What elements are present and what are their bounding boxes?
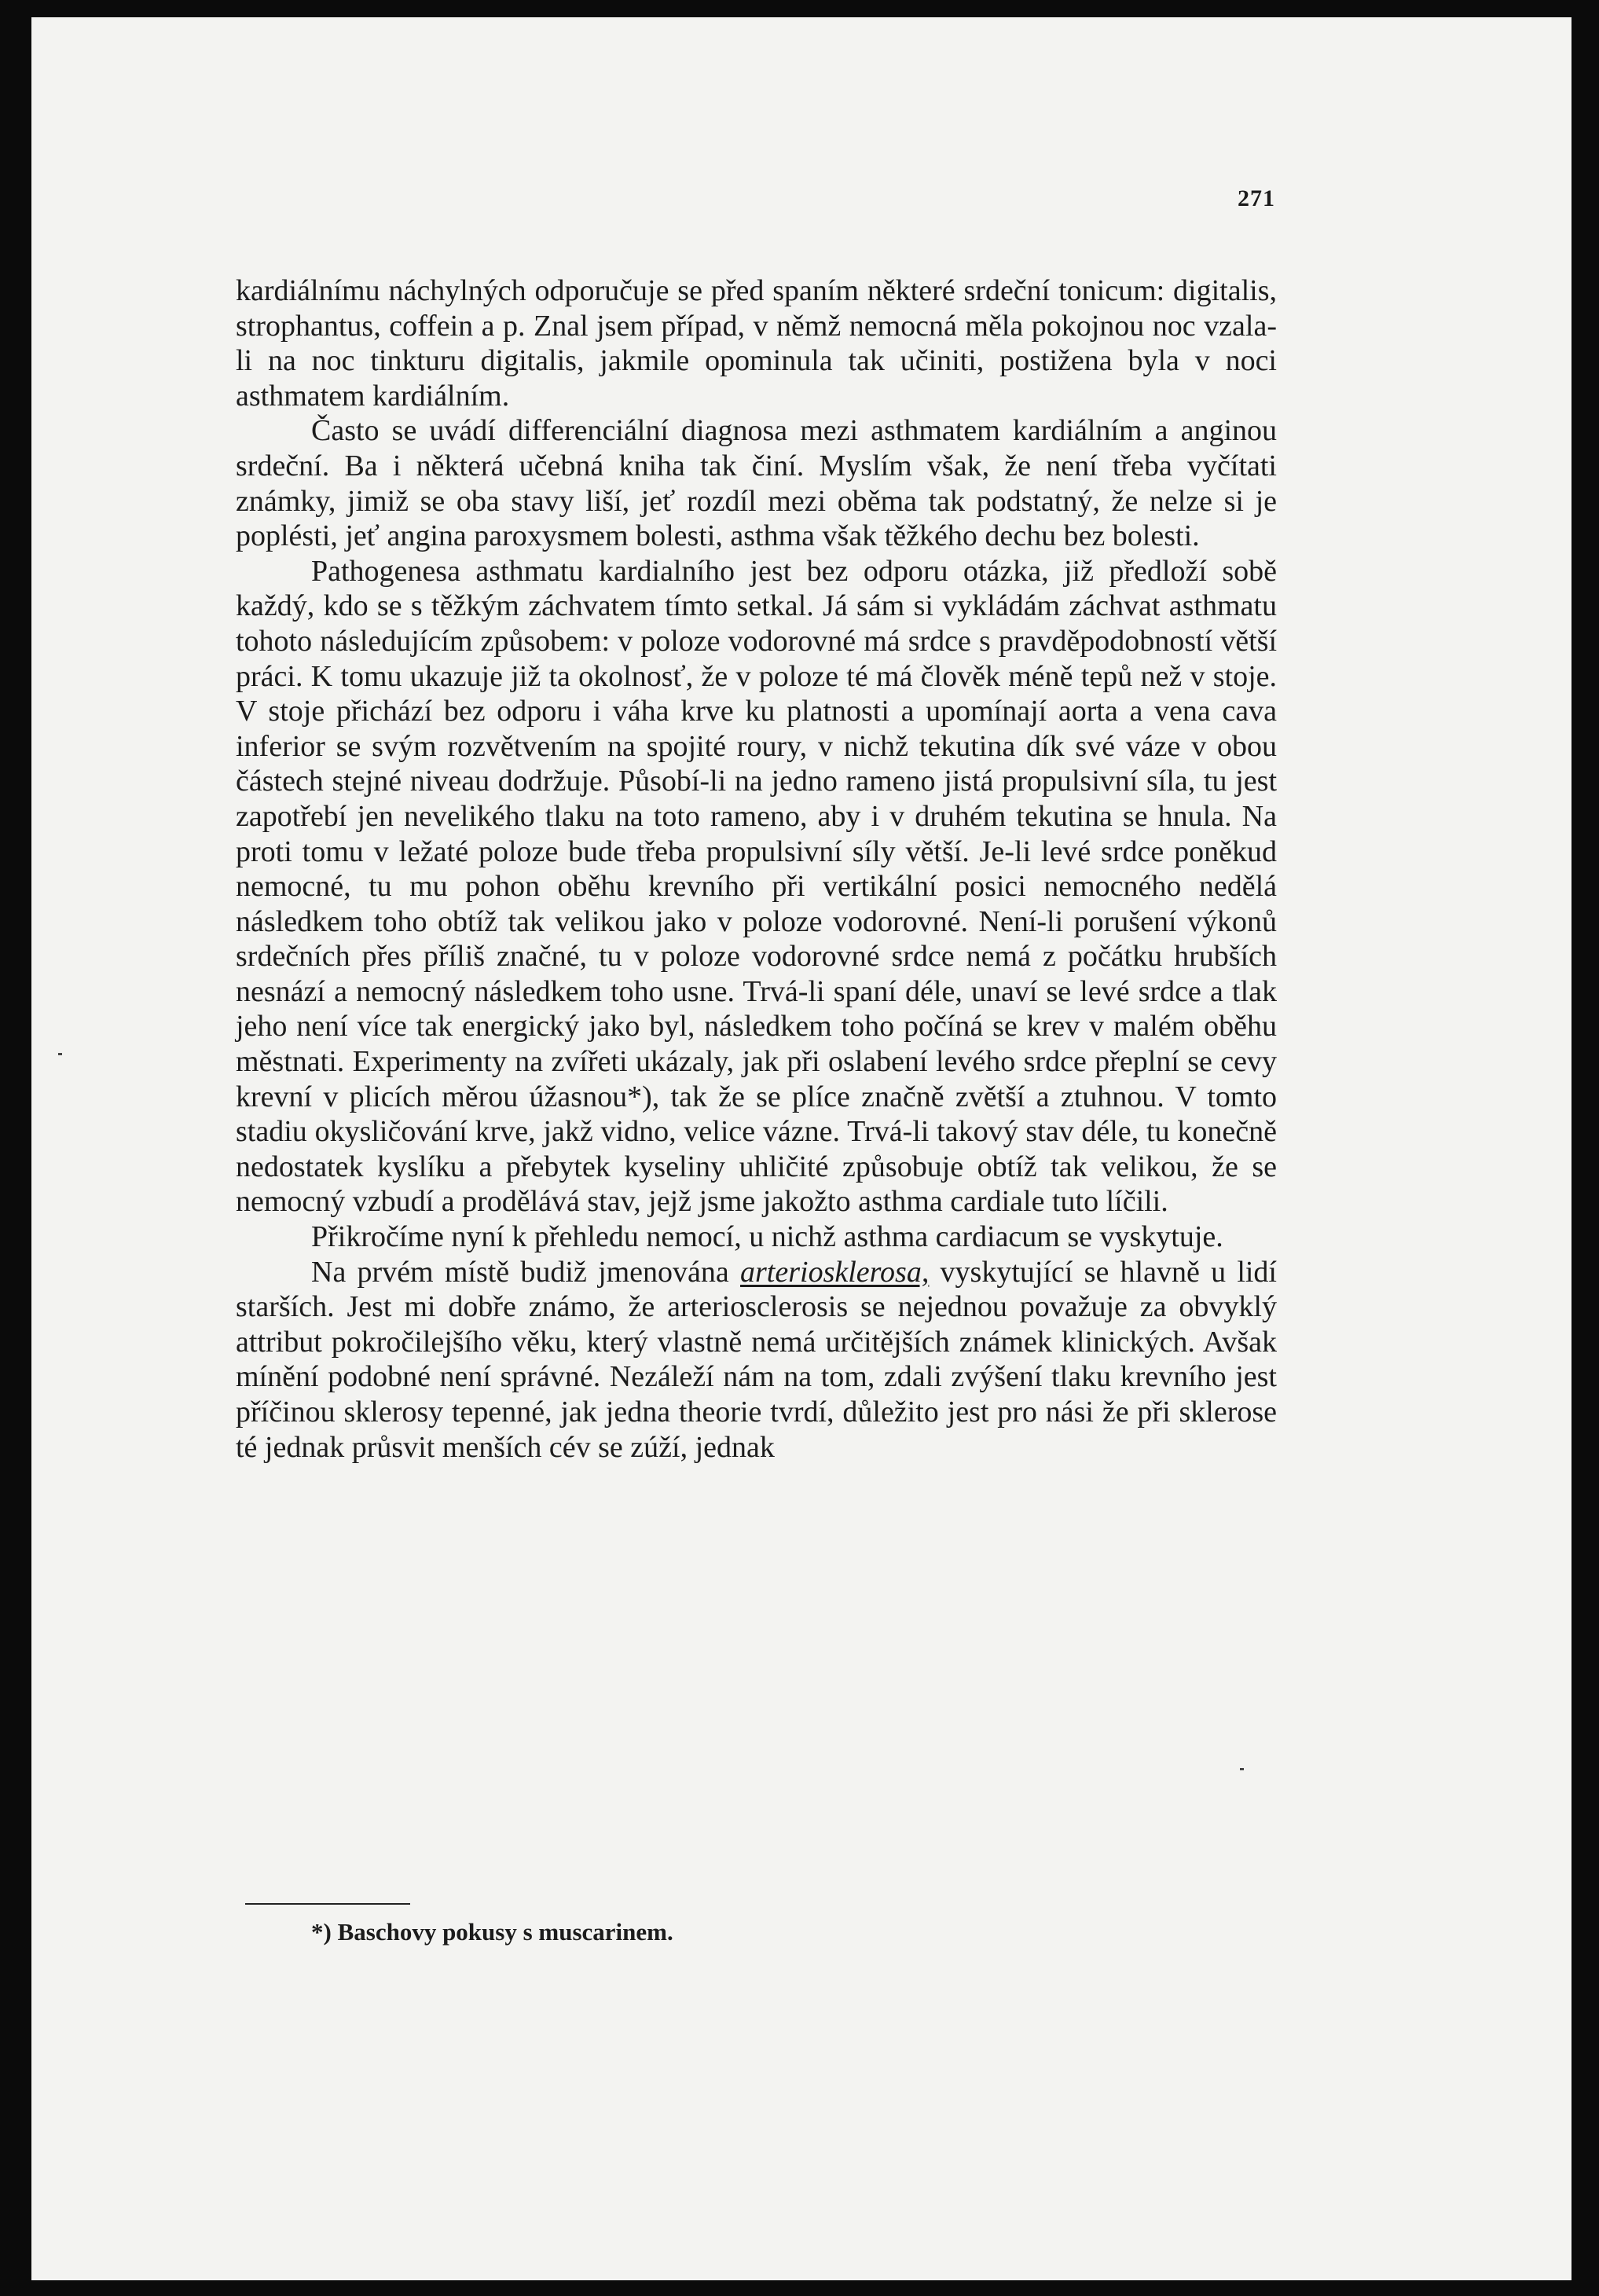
page-number: 271 <box>1238 185 1275 211</box>
paragraph-pathogenesis: Pathogenesa asthmatu kardialního jest bez odporu otázka, již předloží sobě každý, kdo se s těžkým záchvatem tímto setkal. Já sám si vykládám záchvat asthmatu tohoto následujícím způsobem: v poloze vodorovné má srdce s pravděpodobností větší práci. K tomu ukazuje již ta okolnosť, že v poloze té má člověk méně tepů než v stoje. V stoje přichází bez odporu i váha krve ku platnosti a upomínají aorta a vena cava inferior se svým rozvětvením na spojité roury, v nichž tekutina dík své váze v obou částech stejné niveau dodržuje. Působí-li na jedno rameno jistá propulsivní síla, tu jest zapotřebí jen nevelikého tlaku na toto rameno, aby i v druhém tekutina se hnula. Na proti tomu v ležaté poloze bude třeba propulsivní síly větší. Je-li levé srdce poněkud nemocné, tu mu pohon oběhu krevního při vertikální posici nemocného nedělá následkem toho obtíž tak velikou jako v poloze vodorovné. Není-li porušení výkonů srdečních přes příliš značné, tu v poloze vodorovné srdce nemá z počátku hrubších nesnází a nemocný následkem toho usne. Trvá-li spaní déle, unaví se levé srdce a tlak jeho není více tak energický jako byl, následkem toho počíná se krev v malém oběhu městnati. Experimenty na zvířeti ukázaly, jak při oslabení levého srdce přeplní se cevy krevní v plicích měrou úžasnou*), tak že se plíce značně zvětší a ztuhnou. V tomto stadiu okysličování krve, jakž vidno, velice vázne. Trvá-li takový stav déle, tu konečně nedostatek kyslíku a přebytek kyseliny uhličité způsobuje obtíž tak velikou, že se nemocný vzbudí a prodělává stav, jejž jsme jakožto asthma cardiale tuto líčili. <box>236 554 1277 1219</box>
paragraph-overview: Přikročíme nyní k přehledu nemocí, u nichž asthma cardiacum se vyskytuje. <box>311 1220 1223 1254</box>
paragraph-continuation: kardiálnímu náchylných odporučuje se před spaním některé srdeční tonicum: digitalis, strophantus, coffein a p. Znal jsem případ, v němž nemocná měla pokojnou noc vzala-li na noc tinkturu digitalis, jakmile opominula tak učiniti, postižena byla v noci asthmatem kardiálním. <box>236 274 1277 413</box>
body-text <box>236 273 1277 1465</box>
scan-speck <box>1240 1768 1244 1770</box>
footnote: *) Baschovy pokusy s muscarinem. <box>311 1918 673 1946</box>
paragraph-arteriosclerosis <box>236 1255 1277 1465</box>
paragraph-differential-diagnosis: Často se uvádí differenciální diagnosa mezi asthmatem kardiálním a anginou srdeční. Ba i některá učebná kniha tak činí. Myslím však, že není třeba vyčítati známky, jimiž se oba stavy liší, jeť rozdíl mezi oběma tak podstatný, že nelze si je poplésti, jeť angina paroxysmem bolesti, asthma však těžkého dechu bez bolesti. <box>236 414 1277 553</box>
paragraph-arteriosclerosis-rest: vyskytující se hlavně u lidí starších. Jest mi dobře známo, že arteriosclerosis se nejednou považuje za obvyklý attribut pokročilejšího věku, který vlastně nemá určitějších známek klinických. Avšak mínění podobné není správné. Nezáleží nám na tom, zdali zvýšení tlaku krevního jest příčinou sklerosy tepenné, jak jedna theorie tvrdí, důležito jest pro nási že při sklerose té jednak průsvit menších cév se zúží, jednak <box>236 1255 1277 1464</box>
paragraph-arteriosclerosis-lead: Na prvém místě budiž jmenována <box>311 1255 741 1289</box>
emphasis-arteriosklerosa: arteriosklerosa, <box>740 1255 930 1289</box>
footnote-divider <box>245 1903 410 1905</box>
scan-speck <box>58 1053 62 1055</box>
